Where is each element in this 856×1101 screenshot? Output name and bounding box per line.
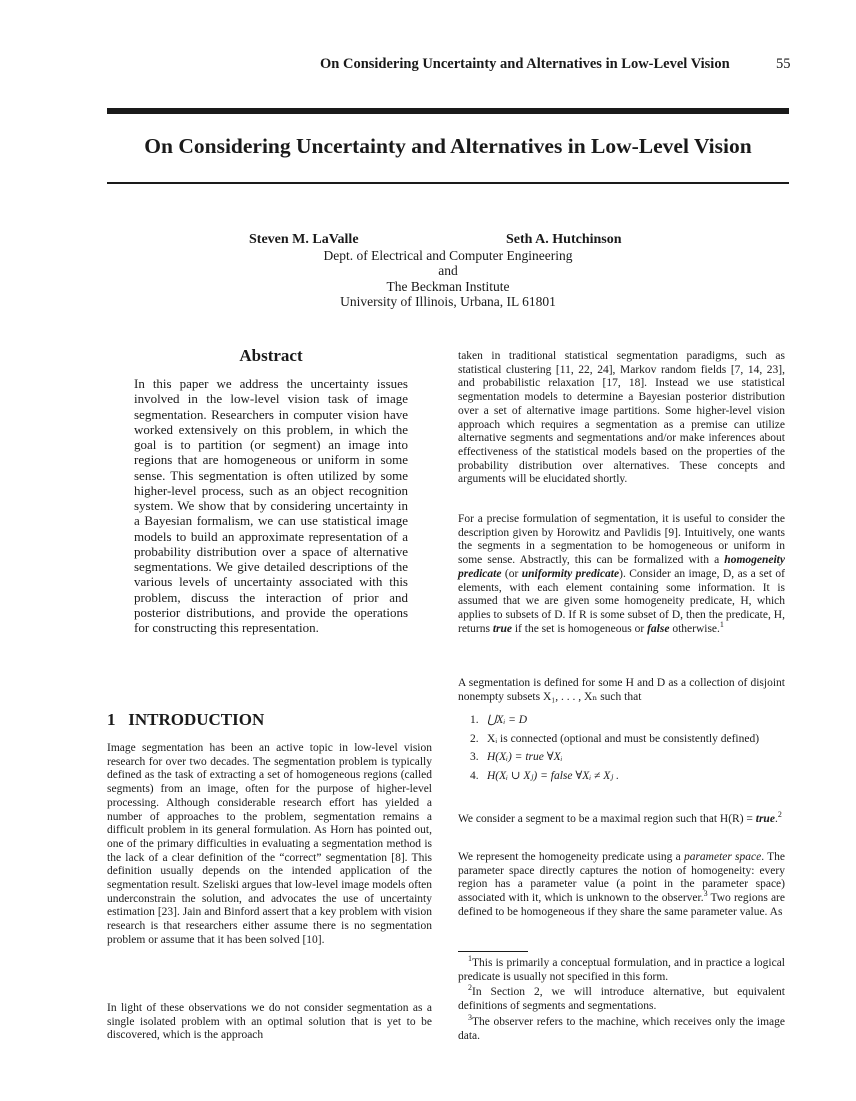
right-paragraph-4 [458,810,785,827]
footnote-1 [458,954,785,984]
text-span: . The parameter space directly captures the notion of homogeneity: every region has a parameter value (a point in the parameter space) associated with it, which is unknown to the observer. [458,851,786,905]
right-paragraph-3: A segmentation is defined for some H and D as a collection of disjoint nonempty subsets X₁, . . . , Xₙ such that [458,677,785,703]
condition-item [470,770,785,784]
abstract-heading: Abstract [239,346,303,365]
title-bottom-rule [107,182,789,184]
right-paragraph-1: taken in traditional statistical segmentation paradigms, such as statistical clustering [11, 22, 24], Markov random fields [7, 14, 23], and probabilistic relaxation [17, 18]. Instead we use statistical segmentation models to determine a Bayesian posterior distribution over a set of alternative image partitions. Some higher-level vision approach which requires a segmentation as a premise can utilize alternative segments and segmentations and/or make inferences about effectiveness of the statistical models based on the properties of the probability distribution over alternatives. These concepts and arguments will be elucidated shortly. [458,350,785,486]
running-title: On Considering Uncertainty and Alternatives in Low-Level Vision [320,56,730,72]
footnote-3 [458,1012,785,1043]
affiliation-department: Dept. of Electrical and Computer Engineering [323,248,573,263]
condition-number: 4. [470,770,479,783]
page-number: 55 [776,56,791,72]
author-lavalle: Steven M. LaValle [249,232,359,247]
right-paragraph-2 [458,513,785,636]
footnote-text: The observer refers to the machine, which receives only the image data. [458,1015,785,1042]
condition-text: H(Xᵢ ∪ Xⱼ) = false ∀Xᵢ ≠ Xⱼ . [487,770,620,783]
footnote-text: This is primarily a conceptual formulation, and in practice a logical predicate is usually not specified in this form. [458,957,785,983]
footnote-number: 2 [468,983,472,993]
footnote-mark-2: 2 [777,810,782,820]
footnote-text: In Section 2, we will introduce alternative, but equivalent definitions of segments and segmentations. [458,986,785,1013]
footnotes [458,954,785,1045]
text-span: Two regions are defined to be homogeneous if they share the same parameter value. As [458,892,785,918]
intro-paragraph-1: Image segmentation has been an active topic in low-level vision research for over two decades. The segmentation problem is typically defined as the task of extracting a set of homogeneous regions (called segments) from an image, often for the purpose of higher-level processing. Although considerable research effort has yielded a number of approaches to the problem, segmentation remains a difficult problem in its general formulation. As Horn has pointed out, one of the primary difficulties in evaluating a segmentation method is the lack of a clear definition of the “correct” segmentation [8]. This definition usually depends on the intended application of the segmentation result. Szeliski argues that low-level image models often underconstrain the solution, and advocates the use of uncertainty estimation [23]. Jain and Binford assert that a key problem with vision research is that researchers either assume there is no segmentation problem or assume that it has been solved [10]. [107,742,432,946]
condition-number: 2. [470,732,479,745]
affiliation-institute: The Beckman Institute [386,279,510,294]
title-top-rule [107,108,789,114]
footnote-mark-1: 1 [719,619,724,629]
abstract-body: In this paper we address the uncertainty issues involved in the low-level vision task of image segmentation. Researchers in computer vision have worked extensively on this problem, in which the goal is to partition (or segment) an image into regions that are homogeneous or uniform in some sense. This segmentation is often utilized by some higher-level process, such as an object recognition system. We show that by considering uncertainty in a Bayesian formalism, we can use statistical image models to build an approximate representation of a probability distribution over a space of alternative segmentations. We give detailed descriptions of the various levels of uncertainty associated with this problem, discuss the interaction of prior and posterior distributions, and provide the operations for constructing this representation. [134,376,408,635]
segmentation-conditions-list [470,714,785,789]
text-span: otherwise. [669,622,720,635]
intro-paragraph-2: In light of these observations we do not consider segmentation as a single isolated problem with an optimal solution that is yet to be discovered, which is the approach [107,1002,432,1042]
right-paragraph-5 [458,851,785,920]
condition-text: ⋃Xᵢ = D [487,714,528,726]
term-false: false [647,622,670,635]
footnote-number: 1 [468,954,472,964]
text-span: We represent the homogeneity predicate using a [458,851,684,863]
affiliation-university: University of Illinois, Urbana, IL 61801 [340,294,556,309]
author-hutchinson: Seth A. Hutchinson [506,232,622,247]
text-span: if the set is homogeneous or [511,622,648,635]
section-title: INTRODUCTION [128,710,265,729]
text-span: ). Consider an image, D, as a set of elements, with each element containing some information. It is assumed that we are given some homogeneity predicate, H, which applies to subsets of D. If R is some subset of D, then the predicate, H, returns [458,567,785,635]
footnote-rule [458,951,528,952]
paper-title: On Considering Uncertainty and Alternatives in Low-Level Vision [144,134,752,158]
term-true: true [492,622,512,635]
section-number: 1 [107,710,116,729]
condition-item [470,751,785,765]
text-span: For a precise formulation of segmentation, it is useful to consider the description given by Horowitz and Pavlidis [9]. Intuitively, one wants the segments in a segmentation to be homogeneous or uniform in some sense. Abstractly, this can be formalized with a [458,513,785,567]
condition-item [470,714,785,728]
footnote-number: 3 [468,1012,472,1022]
affiliation-and: and [438,263,458,278]
term-uniformity-predicate: uniformity predicate [521,567,620,580]
condition-item [470,733,785,747]
condition-text: Xᵢ is connected (optional and must be consistently defined) [487,732,760,745]
condition-text: H(Xᵢ) = true ∀Xᵢ [487,751,563,764]
footnote-2 [458,983,785,1013]
section-heading-introduction [107,710,264,730]
text-span: . [774,813,778,825]
text-span: We consider a segment to be a maximal region such that H(R) = [458,813,756,825]
footnote-mark-3: 3 [703,889,708,899]
condition-number: 1. [470,714,479,726]
term-parameter-space: parameter space [683,851,762,863]
condition-number: 3. [470,751,479,764]
term-homogeneity-predicate: homogeneity predicate [458,554,785,580]
term-true: true [755,813,775,825]
text-span: (or [501,567,522,580]
